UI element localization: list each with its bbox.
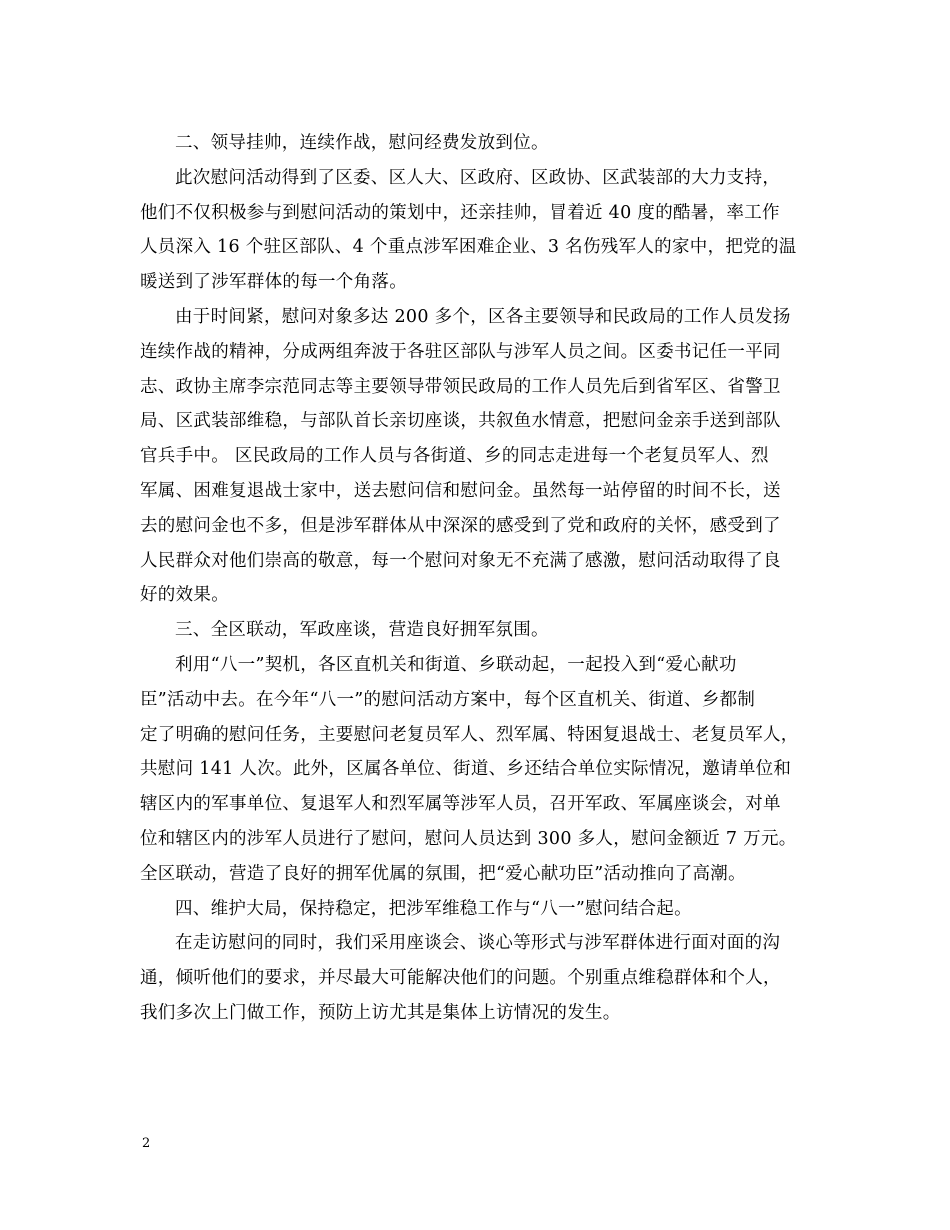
text-line: 人民群众对他们崇高的敬意，每一个慰问对象无不充满了感激，慰问活动取得了良 [140, 550, 781, 571]
text-line: 由于时间紧，慰问对象多达 200 多个，区各主要领导和民政局的工作人员发扬 [175, 306, 791, 327]
text-line: 位和辖区内的涉军人员进行了慰问，慰问人员达到 300 多人，慰问金额近 7 万元。 [140, 828, 797, 849]
paragraph [140, 300, 818, 613]
text-line: 暖送到了涉军群体的每一个角落。 [140, 272, 407, 293]
text-line: 二、领导挂帅，连续作战，慰问经费发放到位。 [175, 133, 549, 153]
text-line: 他们不仅积极参与到慰问活动的策划中，还亲挂帅，冒着近 40 度的酷暑，率工作 [140, 202, 780, 223]
text-line: 在走访慰问的同时，我们采用座谈会、谈心等形式与涉军群体进行面对面的沟 [175, 933, 781, 954]
text-line: 去的慰问金也不多，但是涉军群体从中深深的感受到了党和政府的关怀，感受到了 [140, 515, 781, 536]
text-line: 志、政协主席李宗范同志等主要领导带领民政局的工作人员先后到省军区、省警卫 [140, 376, 781, 397]
text-line: 利用“八一”契机，各区直机关和街道、乡联动起，一起投入到“爱心献功 [175, 654, 737, 675]
section-heading-4 [140, 892, 818, 927]
section-heading-3 [140, 613, 818, 648]
page-number: 2 [142, 1136, 151, 1151]
text-line: 通，倾听他们的要求，并尽最大可能解决他们的问题。个别重点维稳群体和个人， [140, 968, 781, 989]
text-line: 我们多次上门做工作，预防上访尤其是集体上访情况的发生。 [140, 1002, 621, 1023]
text-line: 人员深入 16 个驻区部队、4 个重点涉军困难企业、3 名伤残军人的家中，把党的温 [140, 237, 797, 258]
section-heading-2 [140, 126, 818, 161]
paragraph [140, 648, 818, 892]
text-line: 官兵手中。 区民政局的工作人员与各街道、乡的同志走进每一个老复员军人、烈 [140, 446, 769, 467]
paragraph [140, 161, 818, 300]
text-line: 辖区内的军事单位、复退军人和烈军属等涉军人员，召开军政、军属座谈会，对单 [140, 794, 781, 815]
paragraph [140, 926, 818, 1030]
text-line: 好的效果。 [140, 585, 229, 606]
text-line: 军属、困难复退战士家中，送去慰问信和慰问金。虽然每一站停留的时间不长，送 [140, 480, 781, 501]
text-line: 臣”活动中去。在今年“八一”的慰问活动方案中，每个区直机关、街道、乡都制 [140, 689, 756, 710]
text-line: 全区联动，营造了良好的拥军优属的氛围，把“爱心献功臣”活动推向了高潮。 [140, 863, 746, 884]
text-line: 四、维护大局，保持稳定，把涉军维稳工作与“八一”慰问结合起。 [175, 898, 692, 919]
text-line: 连续作战的精神，分成两组奔波于各驻区部队与涉军人员之间。区委书记任一平同 [140, 341, 781, 362]
text-line: 定了明确的慰问任务，主要慰问老复员军人、烈军属、特困复退战士、老复员军人， [140, 724, 799, 745]
document-body [140, 126, 818, 1031]
text-line: 局、区武装部维稳，与部队首长亲切座谈，共叙鱼水情意，把慰问金亲手送到部队 [140, 411, 781, 432]
text-line: 此次慰问活动得到了区委、区人大、区政府、区政协、区武装部的大力支持， [175, 167, 781, 188]
text-line: 三、全区联动，军政座谈，营造良好拥军氛围。 [175, 620, 549, 641]
text-line: 共慰问 141 人次。此外，区属各单位、街道、乡还结合单位实际情况，邀请单位和 [140, 759, 792, 780]
